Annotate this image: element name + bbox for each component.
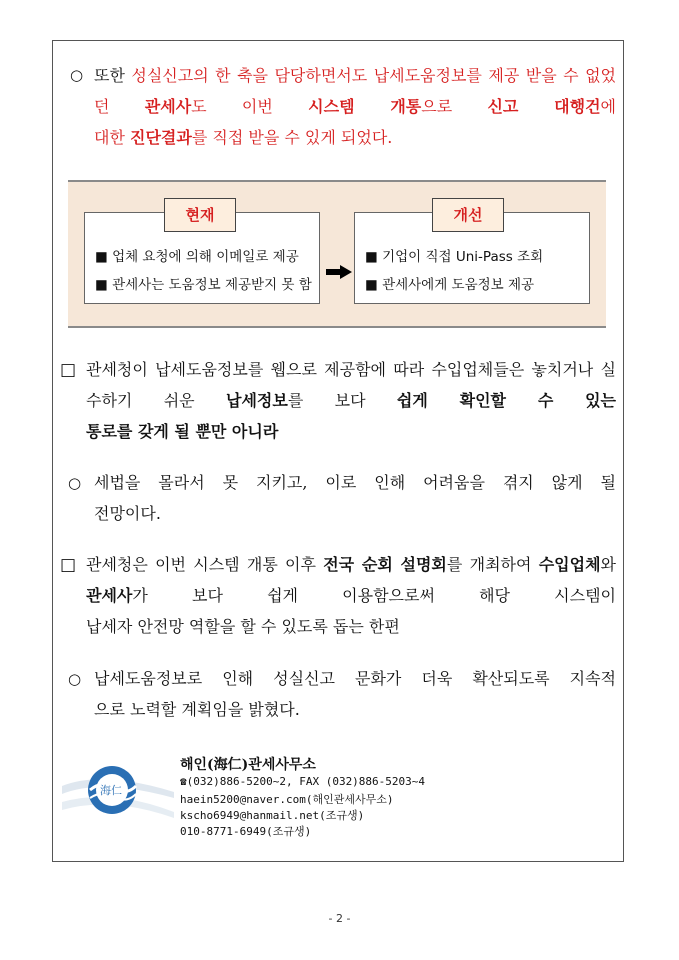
paragraph-5: 납세도움정보로 인해 성실신고 문화가 더욱 확산되도록 지속적 으로 노력할 계획임을 밝혔다. (94, 669, 616, 719)
page-frame (52, 40, 624, 862)
current-item: ■ 관세사는 도움정보 제공받지 못 함 (95, 277, 312, 293)
paragraph-1: 또한 성실신고의 한 축을 담당하면서도 납세도움정보를 제공 받을 수 없었던 관세사도 이번 시스템 개통으로 신고 대행건에 대한 진단결과를 직접 받을 수 있게 되었다. (94, 66, 617, 147)
phone-fax: ☎(032)886-5200~2, FAX (032)886-5203~4 (180, 775, 426, 788)
firm-logo (62, 752, 174, 832)
p3-bullet: ○ (68, 474, 82, 492)
email-1: haein5200@naver.com(해인관세사무소) (180, 793, 394, 806)
improved-item: ■ 기업이 직접 Uni-Pass 조회 (365, 249, 544, 265)
paragraph-3: 세법을 몰라서 못 지키고, 이로 인해 어려움을 겪지 않게 될 전망이다. (94, 473, 616, 523)
page-number: - 2 - (328, 912, 351, 925)
current-item: ■ 업체 요청에 의해 이메일로 제공 (95, 249, 299, 265)
improved-item: ■ 관세사에게 도움정보 제공 (365, 277, 535, 293)
email-2: kscho6949@hanmail.net(조규생) (180, 809, 365, 822)
p1-bullet: ○ (70, 66, 84, 84)
mobile-phone: 010-8771-6949(조규생) (180, 825, 312, 838)
comparison-diagram (68, 180, 606, 328)
current-label: 현재 (164, 198, 236, 232)
paragraph-2: 관세청이 납세도움정보를 웹으로 제공함에 따라 수입업체들은 놓치거나 실수하기 쉬운 납세정보를 보다 쉽게 확인할 수 있는 통로를 갖게 될 뿐만 아니라 (86, 360, 617, 441)
firm-name: 해인(海仁)관세사무소 (180, 757, 316, 773)
logo-text: 海仁 (100, 784, 122, 797)
paragraph-4: 관세청은 이번 시스템 개통 이후 전국 순회 설명회를 개최하여 수입업체와 관세사가 보다 쉽게 이용함으로써 해당 시스템이 납세자 안전망 역할을 할 수 있도록 돕는 한편 (86, 555, 617, 636)
improved-label: 개선 (432, 198, 504, 232)
p4-bullet: □ (60, 555, 77, 575)
p5-bullet: ○ (68, 670, 82, 688)
right-arrow-icon (326, 265, 352, 279)
p2-bullet: □ (60, 360, 77, 380)
